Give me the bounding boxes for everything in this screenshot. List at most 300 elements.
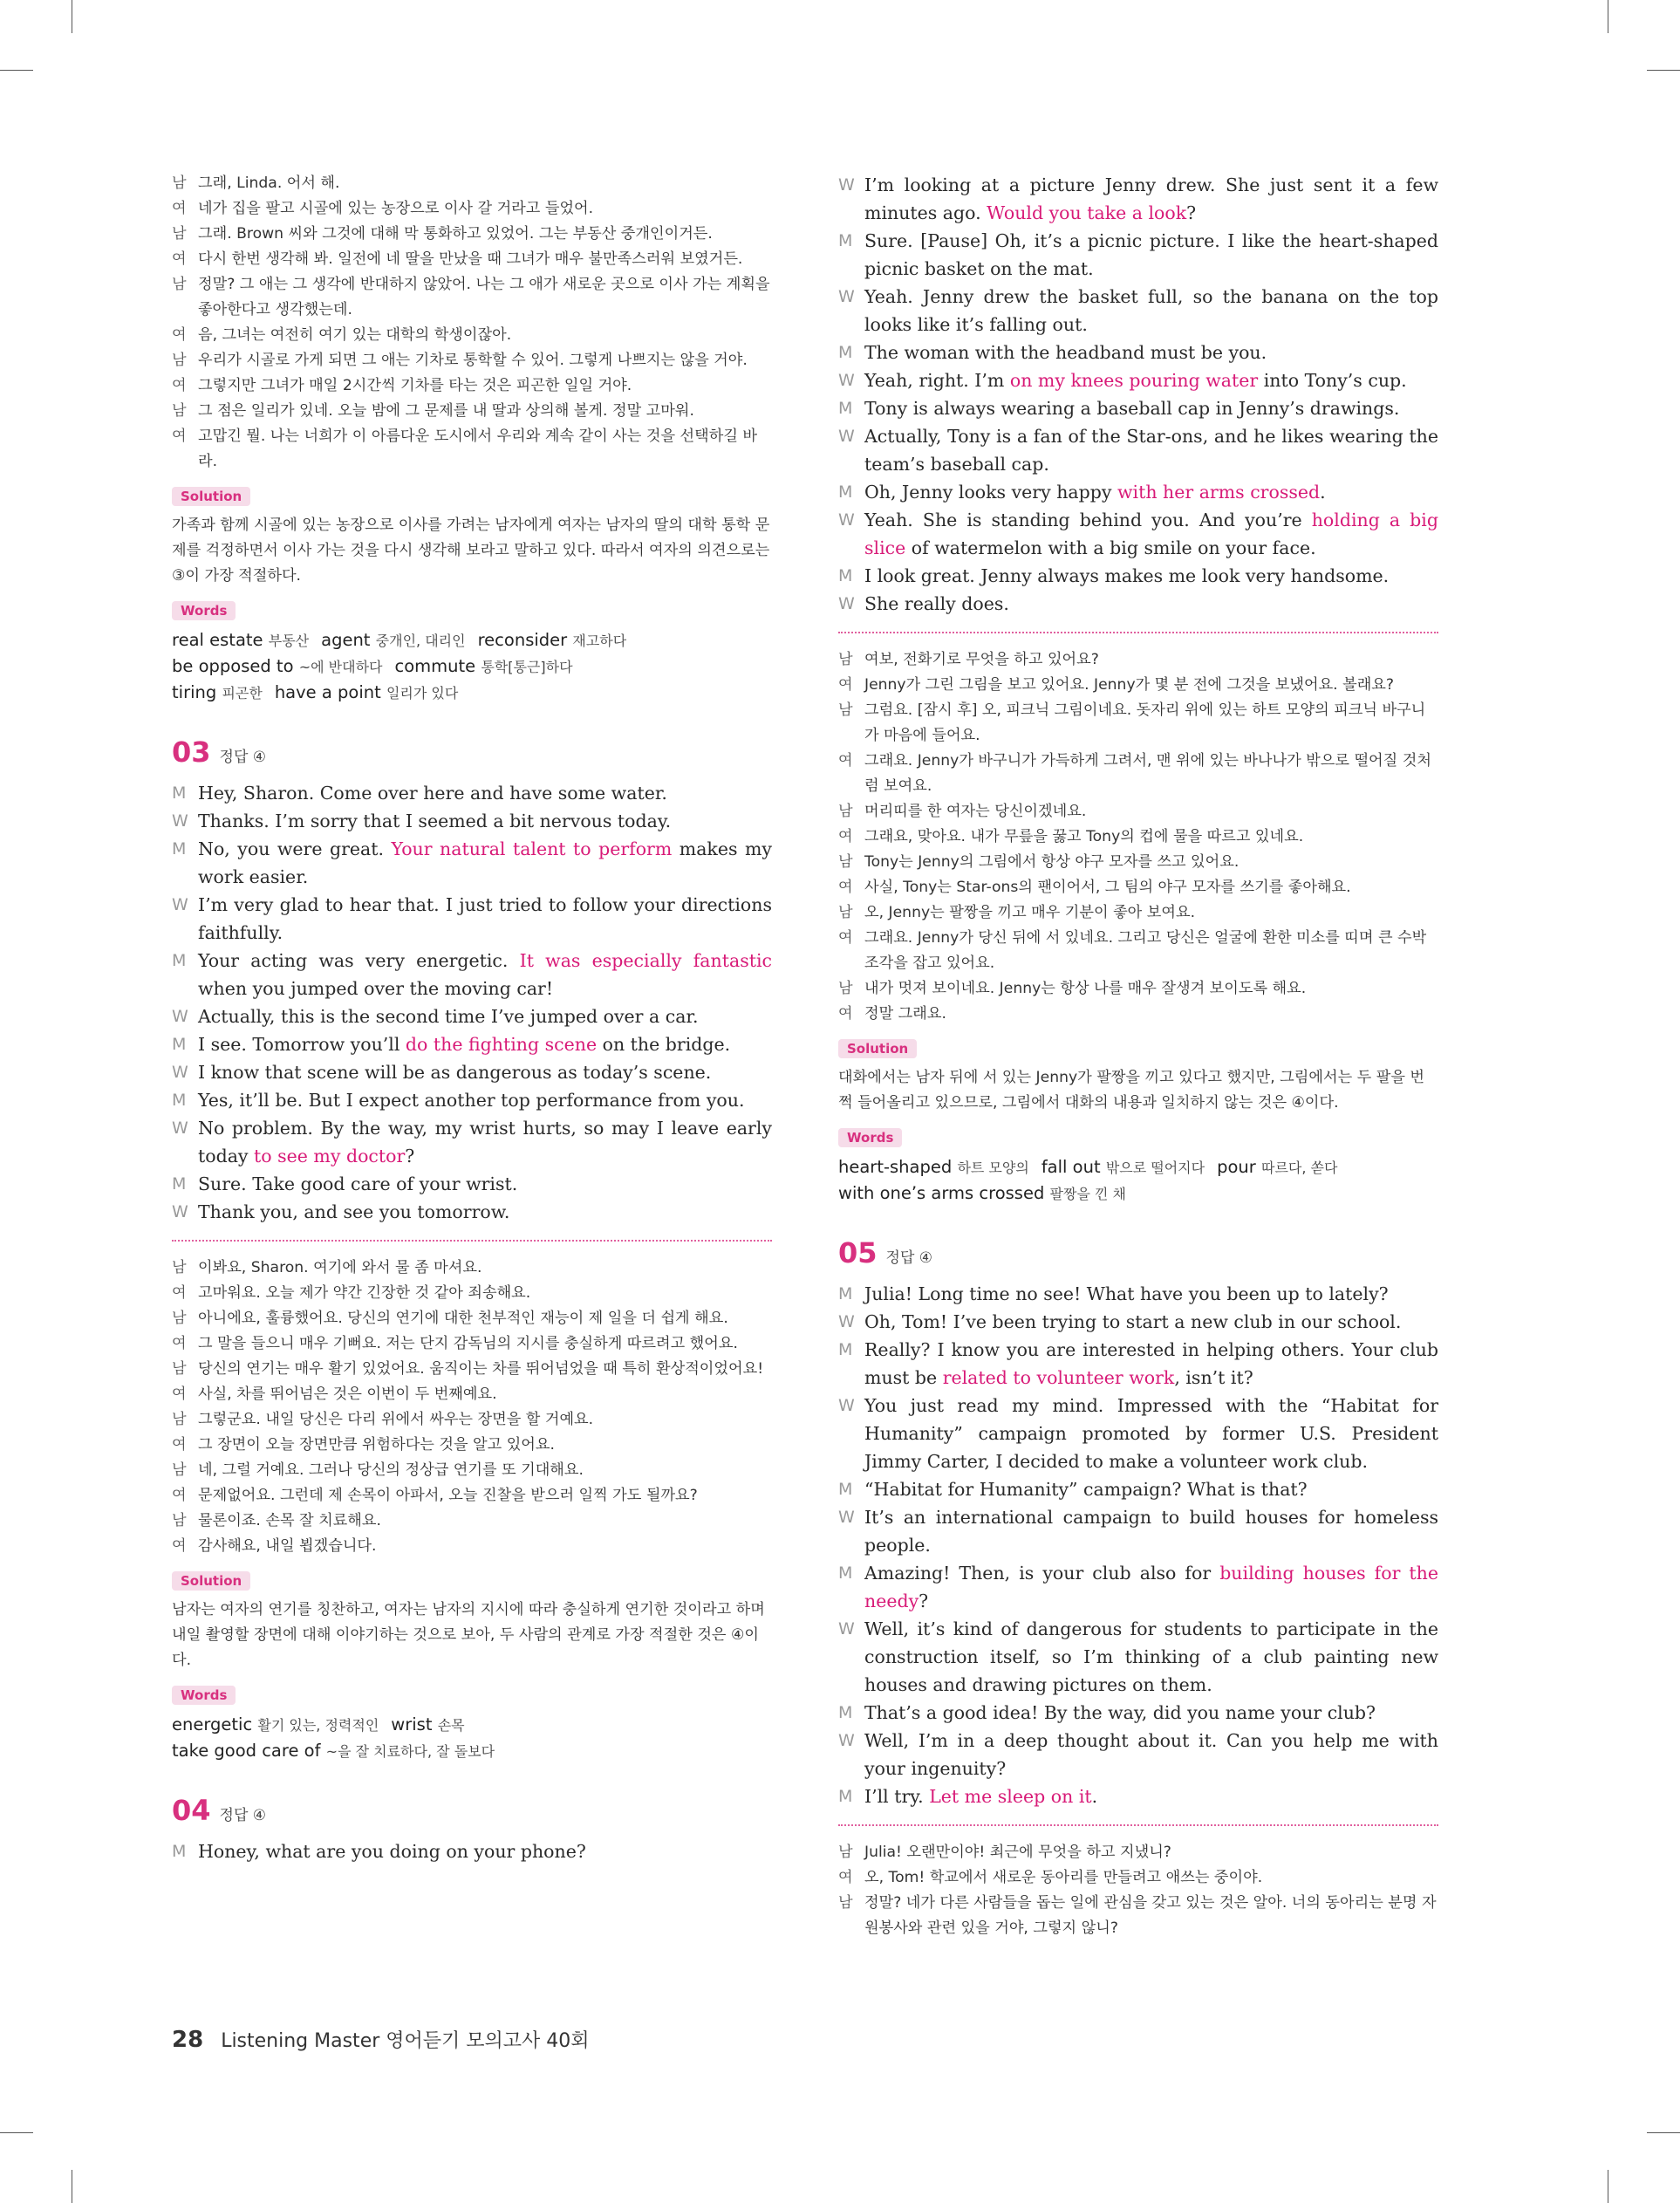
line-text: Yeah. She is standing behind you. And you’re — [864, 510, 1312, 530]
line-text: 그 장면이 오늘 장면만큼 위험하다는 것을 알고 있어요. — [198, 1436, 555, 1454]
line-text: , isn’t it? — [1174, 1367, 1253, 1388]
dialogue-line — [838, 1336, 1438, 1392]
korean-line — [172, 1306, 772, 1331]
dialogue-line — [838, 227, 1438, 283]
solution-label: Solution — [172, 1571, 250, 1591]
line-text: when you jumped over the moving car! — [198, 978, 554, 999]
word-term: real estate — [172, 630, 263, 650]
words-row — [172, 680, 772, 706]
solution-label: Solution — [838, 1039, 917, 1058]
line-text: makes my work easier. — [198, 838, 772, 887]
korean-line — [838, 875, 1438, 900]
speaker-label: 남 — [172, 1259, 187, 1276]
dialogue-line — [838, 394, 1438, 422]
speaker-label: M — [838, 566, 853, 585]
line-text: 고마워요. 오늘 제가 약간 긴장한 것 같아 죄송해요. — [198, 1284, 531, 1302]
word-gloss: 손목 — [437, 1717, 465, 1734]
solution-label: Solution — [172, 487, 250, 506]
korean-line — [838, 1865, 1438, 1891]
crop-mark — [0, 2132, 33, 2133]
korean-line — [838, 976, 1438, 1002]
dialogue-line — [838, 283, 1438, 339]
speaker-label: 남 — [838, 980, 853, 997]
line-text: The woman with the headband must be you. — [864, 342, 1267, 363]
word-gloss: 일리가 있다 — [386, 685, 459, 701]
words-row — [838, 1154, 1438, 1180]
question-number: 03 — [172, 735, 211, 769]
dialogue-line — [172, 1114, 772, 1170]
line-text: Yes, it’ll be. But I expect another top performance from you. — [198, 1090, 745, 1111]
korean-line — [172, 1331, 772, 1357]
line-text: 그래, Linda. 어서 해. — [198, 174, 340, 192]
speaker-label: M — [838, 231, 853, 250]
highlighted-phrase: Let me sleep on it — [929, 1786, 1092, 1807]
line-text: 여보, 전화기로 무엇을 하고 있어요? — [864, 651, 1099, 668]
speaker-label: 여 — [172, 377, 187, 394]
line-text: 그 점은 일리가 있네. 오늘 밤에 그 문제를 내 딸과 상의해 볼게. 정말 고마워. — [198, 402, 694, 420]
words-label: Words — [838, 1128, 902, 1147]
speaker-label: W — [172, 1119, 188, 1138]
line-text: 머리띠를 한 여자는 당신이겠네요. — [864, 803, 1087, 820]
line-text: Jenny가 그린 그림을 보고 있어요. Jenny가 몇 분 전에 그것을 보냈어요. 볼래요? — [864, 676, 1395, 694]
line-text: Your acting was very energetic. — [198, 950, 520, 971]
line-text: Actually, Tony is a fan of the Star-ons, and he likes wearing the team’s baseball cap. — [864, 426, 1438, 475]
line-text: I’m looking at a picture Jenny drew. She just sent it a few minutes ago. — [864, 174, 1438, 223]
line-text: . — [1320, 482, 1326, 503]
speaker-label: W — [172, 1007, 188, 1026]
korean-line — [172, 1255, 772, 1281]
line-text: 오, Tom! 학교에서 새로운 동아리를 만들려고 애쓰는 중이야. — [864, 1869, 1263, 1886]
q03-header — [172, 735, 772, 774]
speaker-label: 남 — [172, 1411, 187, 1428]
words-label: Words — [172, 601, 236, 620]
dialogue-line — [838, 1559, 1438, 1615]
speaker-label: 여 — [172, 1385, 187, 1403]
line-text: Oh, Tom! I’ve been trying to start a new club in our school. — [864, 1311, 1402, 1332]
line-text: 이봐요, Sharon. 여기에 와서 물 좀 마셔요. — [198, 1259, 482, 1276]
word-gloss: ~에 반대하다 — [298, 659, 383, 675]
speaker-label: M — [838, 1480, 853, 1499]
word-term: commute — [394, 656, 476, 676]
korean-line — [838, 698, 1438, 749]
speaker-label: M — [172, 951, 187, 970]
word-gloss: 활기 있는, 정력적인 — [257, 1717, 379, 1734]
line-text: Sure. [Pause] Oh, it’s a picnic picture. I like the heart-shaped picnic basket on the mat. — [864, 230, 1438, 279]
speaker-label: 남 — [838, 853, 853, 871]
korean-line — [172, 1382, 772, 1407]
line-text: 네가 집을 팔고 시골에 있는 농장으로 이사 갈 거라고 들었어. — [198, 200, 594, 217]
line-text: Actually, this is the second time I’ve jumped over a car. — [198, 1006, 699, 1027]
highlighted-phrase: do the fighting scene — [405, 1034, 598, 1055]
word-term: have a point — [274, 682, 381, 702]
speaker-label: 남 — [172, 276, 187, 293]
q04-header — [172, 1794, 772, 1832]
dialogue-line — [172, 1058, 772, 1086]
q03-english-transcript — [172, 779, 772, 1226]
korean-line — [838, 799, 1438, 824]
speaker-label: 여 — [172, 250, 187, 268]
line-text: 문제없어요. 그런데 제 손목이 아파서, 오늘 진찰을 받으러 일찍 가도 될까요? — [198, 1487, 698, 1504]
speaker-label: 여 — [838, 676, 853, 694]
speaker-label: 여 — [172, 1436, 187, 1454]
speaker-label: W — [172, 895, 188, 914]
line-text: I know that scene will be as dangerous as today’s scene. — [198, 1062, 712, 1083]
speaker-label: 여 — [838, 828, 853, 845]
korean-line — [838, 900, 1438, 926]
speaker-label: W — [838, 594, 855, 613]
korean-line — [172, 1534, 772, 1559]
korean-line — [172, 424, 772, 475]
line-text: That’s a good idea! By the way, did you name your club? — [864, 1702, 1376, 1723]
line-text: Really? I know you are interested in helping others. Your club must be — [864, 1339, 1438, 1388]
line-text: Amazing! Then, is your club also for — [864, 1563, 1220, 1584]
dialogue-line — [838, 422, 1438, 478]
highlighted-phrase: related to volunteer work — [942, 1367, 1175, 1388]
dotted-divider — [838, 632, 1438, 633]
dialogue-line — [838, 1699, 1438, 1727]
dialogue-line — [172, 947, 772, 1002]
dialogue-line — [172, 835, 772, 891]
dialogue-line — [838, 366, 1438, 394]
speaker-label: M — [172, 1842, 187, 1861]
line-text: . — [1091, 1786, 1098, 1807]
speaker-label: W — [838, 287, 855, 306]
speaker-label: M — [838, 1787, 853, 1806]
speaker-label: 여 — [838, 1005, 853, 1023]
line-text: 그래요. Jenny가 바구니가 가득하게 그려서, 맨 위에 있는 바나나가 밖으로 떨어질 것처럼 보여요. — [864, 752, 1431, 795]
korean-line — [172, 247, 772, 272]
line-text: on the bridge. — [597, 1034, 731, 1055]
line-text: ? — [919, 1591, 929, 1611]
speaker-label: M — [838, 1284, 853, 1303]
dialogue-line — [172, 1837, 772, 1865]
dialogue-line — [838, 478, 1438, 506]
page-number: 28 — [172, 2027, 204, 2053]
word-gloss: 밖으로 떨어지다 — [1105, 1160, 1205, 1176]
dialogue-line — [172, 1002, 772, 1030]
word-gloss: 하트 모양의 — [957, 1160, 1029, 1176]
word-gloss: 중개인, 대리인 — [375, 633, 466, 649]
dialogue-line — [172, 807, 772, 835]
word-term: energetic — [172, 1714, 253, 1734]
page-footer — [172, 2026, 590, 2053]
line-text: It’s an international campaign to build houses for homeless people. — [864, 1507, 1438, 1556]
line-text: 다시 한번 생각해 봐. 일전에 네 딸을 만났을 때 그녀가 매우 불만족스러워 보였거든. — [198, 250, 743, 268]
speaker-label: M — [172, 1035, 187, 1054]
line-text: Tony is always wearing a baseball cap in Jenny’s drawings. — [864, 398, 1400, 419]
line-text: ? — [405, 1146, 415, 1166]
speaker-label: 여 — [172, 1487, 187, 1504]
speaker-label: 남 — [838, 1844, 853, 1861]
q04-solution-text: 대화에서는 남자 뒤에 서 있는 Jenny가 팔짱을 끼고 있다고 했지만, 그림에서는 두 팔을 번쩍 들어올리고 있으므로, 그림에서 대화의 내용과 일치하지 않는 것은 ④이다. — [838, 1069, 1424, 1112]
korean-line — [172, 373, 772, 399]
korean-line — [838, 647, 1438, 673]
line-text: 그럼요. [잠시 후] 오, 피크닉 그림이네요. 돗자리 위에 있는 하트 모양의 피크닉 바구니가 마음에 들어요. — [864, 701, 1426, 744]
line-text: I’m very glad to hear that. I just tried to follow your directions faithfully. — [198, 894, 772, 943]
line-text: 고맙긴 뭘. 나는 너희가 이 아름다운 도시에서 우리와 계속 같이 사는 것을 선택하길 바라. — [198, 428, 757, 470]
speaker-label: M — [172, 783, 187, 803]
crop-mark — [0, 70, 33, 71]
speaker-label: 남 — [172, 352, 187, 369]
line-text: 사실, Tony는 Star-ons의 팬이어서, 그 팀의 야구 모자를 쓰기를 좋아해요. — [864, 879, 1351, 896]
line-text: 사실, 차를 뛰어넘은 것은 이번이 두 번째예요. — [198, 1385, 497, 1403]
answer-label: 정답 ④ — [219, 749, 267, 766]
speaker-label: 남 — [172, 1360, 187, 1378]
line-text: I see. Tomorrow you’ll — [198, 1034, 406, 1055]
line-text: 그 말을 들으니 매우 기뻐요. 저는 단지 감독님의 지시를 충실하게 따르려고 했어요. — [198, 1335, 738, 1352]
line-text: 정말 그래요. — [864, 1005, 946, 1023]
word-gloss: 피곤한 — [222, 685, 263, 701]
speaker-label: 여 — [838, 752, 853, 770]
line-text: 아니에요, 훌륭했어요. 당신의 연기에 대한 천부적인 재능이 제 일을 더 쉽게 해요. — [198, 1310, 728, 1327]
word-term: wrist — [391, 1714, 433, 1734]
speaker-label: W — [172, 1063, 188, 1082]
words-row — [172, 1712, 772, 1738]
line-text: Sure. Take good care of your wrist. — [198, 1173, 518, 1194]
word-term: reconsider — [477, 630, 568, 650]
speaker-label: M — [838, 1340, 853, 1359]
speaker-label: 남 — [838, 1894, 853, 1912]
speaker-label: W — [838, 371, 855, 390]
line-text: into Tony’s cup. — [1258, 370, 1407, 391]
korean-line — [172, 196, 772, 222]
speaker-label: 여 — [172, 1284, 187, 1302]
speaker-label: W — [838, 427, 855, 446]
korean-line — [172, 323, 772, 348]
q02-words-list — [172, 627, 772, 706]
word-gloss: 부동산 — [268, 633, 310, 649]
korean-line — [172, 1433, 772, 1458]
line-text: 내가 멋져 보이네요. Jenny는 항상 나를 매우 잘생겨 보이도록 해요. — [864, 980, 1307, 997]
line-text: 우리가 시골로 가게 되면 그 애는 기차로 통학할 수 있어. 그렇게 나쁘지는 않을 거야. — [198, 352, 748, 369]
speaker-label: 남 — [172, 402, 187, 420]
word-term: with one’s arms crossed — [838, 1183, 1045, 1203]
speaker-label: 남 — [838, 904, 853, 921]
line-text: 오, Jenny는 팔짱을 끼고 매우 기분이 좋아 보여요. — [864, 904, 1196, 921]
line-text: Tony는 Jenny의 그림에서 항상 야구 모자를 쓰고 있어요. — [864, 853, 1240, 871]
line-text: 정말? 그 애는 그 생각에 반대하지 않았어. 나는 그 애가 새로운 곳으로 이사 가는 계획을 좋아한다고 생각했는데. — [198, 276, 770, 318]
word-term: heart-shaped — [838, 1157, 953, 1177]
question-number: 04 — [172, 1794, 211, 1827]
words-row — [172, 1738, 772, 1764]
highlighted-phrase: with her arms crossed — [1117, 482, 1321, 503]
korean-line — [838, 850, 1438, 875]
word-term: pour — [1217, 1157, 1256, 1177]
q02-korean-transcript — [172, 171, 772, 475]
q03-words-list — [172, 1712, 772, 1764]
line-text: 네, 그럴 거예요. 그러나 당신의 정상급 연기를 또 기대해요. — [198, 1461, 584, 1479]
q03-solution-text: 남자는 여자의 연기를 칭찬하고, 여자는 남자의 지시에 따라 충실하게 연기한 것이라고 하며 내일 촬영할 장면에 대해 이야기하는 것으로 보아, 두 사람의 관계로 가장 적절한 것은 ④이다. — [172, 1601, 765, 1669]
speaker-label: M — [172, 1174, 187, 1194]
line-text: Thank you, and see you tomorrow. — [198, 1201, 510, 1222]
korean-line — [838, 749, 1438, 799]
highlighted-phrase: It was especially fantastic — [519, 950, 772, 971]
speaker-label: M — [838, 1703, 853, 1722]
words-row — [838, 1180, 1438, 1207]
line-text: 감사해요, 내일 뵙겠습니다. — [198, 1537, 377, 1555]
speaker-label: 여 — [172, 326, 187, 344]
dialogue-line — [838, 1615, 1438, 1699]
dialogue-line — [172, 779, 772, 807]
word-term: take good care of — [172, 1741, 321, 1761]
speaker-label: 여 — [172, 1537, 187, 1555]
korean-line — [172, 1357, 772, 1382]
question-number: 05 — [838, 1236, 878, 1269]
line-text: No, you were great. — [198, 838, 392, 859]
dialogue-line — [838, 1280, 1438, 1308]
line-text: Julia! 오랜만이야! 최근에 무엇을 하고 지냈니? — [864, 1844, 1171, 1861]
q03-korean-transcript — [172, 1255, 772, 1559]
speaker-label: W — [838, 1396, 855, 1415]
dialogue-line — [172, 1198, 772, 1226]
word-gloss: 통학[통근]하다 — [481, 659, 573, 675]
dialogue-line — [838, 590, 1438, 618]
dialogue-line — [838, 562, 1438, 590]
korean-line — [172, 1458, 772, 1483]
answer-label: 정답 ④ — [885, 1249, 933, 1267]
line-text: 그래요. Jenny가 당신 뒤에 서 있네요. 그리고 당신은 얼굴에 환한 미소를 띠며 큰 수박 조각을 잡고 있어요. — [864, 929, 1427, 972]
speaker-label: 여 — [838, 929, 853, 947]
word-gloss: ~을 잘 치료하다, 잘 돌보다 — [325, 1743, 495, 1760]
left-column — [172, 171, 772, 1865]
q02-solution-text: 가족과 함께 시골에 있는 농장으로 이사를 가려는 남자에게 여자는 남자의 딸의 대학 통학 문제를 걱정하면서 이사 가는 것을 다시 생각해 보라고 말하고 있다. 따라서 여자의 의견으로는 ③이 가장 적절하다. — [172, 517, 770, 585]
dotted-divider — [838, 1824, 1438, 1826]
q05-header — [838, 1236, 1438, 1275]
highlighted-phrase: Your natural talent to perform — [391, 838, 673, 859]
q04-words-list — [838, 1154, 1438, 1207]
highlighted-phrase: holding a big slice — [864, 510, 1438, 558]
korean-line — [172, 1483, 772, 1509]
word-term: fall out — [1041, 1157, 1101, 1177]
crop-mark — [1647, 2132, 1680, 2133]
korean-line — [172, 399, 772, 424]
speaker-label: 남 — [172, 174, 187, 192]
korean-line — [838, 1891, 1438, 1941]
q05-korean-transcript — [838, 1840, 1438, 1941]
words-row — [172, 653, 772, 680]
line-text: 음, 그녀는 여전히 여기 있는 대학의 학생이잖아. — [198, 326, 512, 344]
line-text: Thanks. I’m sorry that I seemed a bit nervous today. — [198, 811, 672, 831]
speaker-label: 남 — [838, 651, 853, 668]
q04-english-transcript — [838, 171, 1438, 618]
speaker-label: 여 — [838, 1869, 853, 1886]
dialogue-line — [838, 1308, 1438, 1336]
korean-line — [838, 673, 1438, 698]
speaker-label: 여 — [172, 1335, 187, 1352]
speaker-label: W — [838, 175, 855, 195]
line-text: Honey, what are you doing on your phone? — [198, 1841, 586, 1862]
line-text: No problem. By the way, my wrist hurts, so may I leave early today — [198, 1118, 772, 1166]
speaker-label: W — [838, 1508, 855, 1527]
speaker-label: M — [172, 1091, 187, 1110]
line-text: “Habitat for Humanity” campaign? What is that? — [864, 1479, 1308, 1500]
dialogue-line — [838, 1475, 1438, 1503]
line-text: of watermelon with a big smile on your face. — [905, 537, 1316, 558]
word-term: agent — [321, 630, 371, 650]
words-label: Words — [172, 1686, 236, 1705]
line-text: 그래요, 맞아요. 내가 무릎을 꿇고 Tony의 컵에 물을 따르고 있네요. — [864, 828, 1304, 845]
q04-korean-transcript — [838, 647, 1438, 1027]
speaker-label: W — [838, 1731, 855, 1750]
speaker-label: W — [838, 1312, 855, 1331]
dialogue-line — [838, 1727, 1438, 1782]
line-text: Yeah. Jenny drew the basket full, so the banana on the top looks like it’s falling out. — [864, 286, 1438, 335]
line-text: 당신의 연기는 매우 활기 있었어요. 움직이는 차를 뛰어넘었을 때 특히 환상적이었어요! — [198, 1360, 764, 1378]
answer-label: 정답 ④ — [219, 1807, 267, 1824]
speaker-label: M — [838, 399, 853, 418]
speaker-label: M — [838, 482, 853, 502]
line-text: Well, it’s kind of dangerous for students to participate in the construction itself, so I’m thinking of a club painting new houses and drawing pictures on them. — [864, 1618, 1438, 1695]
korean-line — [838, 926, 1438, 976]
word-gloss: 따르다, 쏟다 — [1260, 1160, 1338, 1176]
korean-line — [172, 1281, 772, 1306]
word-gloss: 팔짱을 낀 채 — [1049, 1186, 1126, 1202]
line-text: I’ll try. — [864, 1786, 930, 1807]
line-text: Yeah, right. I’m — [864, 370, 1010, 391]
korean-line — [838, 1002, 1438, 1027]
q05-english-transcript — [838, 1280, 1438, 1810]
line-text: ? — [1186, 202, 1197, 223]
line-text: Oh, Jenny looks very happy — [864, 482, 1117, 503]
korean-line — [172, 222, 772, 247]
dialogue-line — [172, 1030, 772, 1058]
korean-line — [172, 171, 772, 196]
line-text: Hey, Sharon. Come over here and have some water. — [198, 783, 667, 804]
line-text: I look great. Jenny always makes me look very handsome. — [864, 565, 1390, 586]
korean-line — [838, 1840, 1438, 1865]
dialogue-line — [838, 339, 1438, 366]
line-text: 물론이죠. 손목 잘 치료해요. — [198, 1512, 381, 1529]
speaker-label: 남 — [172, 1512, 187, 1529]
right-column — [838, 171, 1438, 1941]
korean-line — [172, 1407, 772, 1433]
speaker-label: 남 — [172, 1310, 187, 1327]
speaker-label: 남 — [172, 1461, 187, 1479]
speaker-label: 남 — [838, 803, 853, 820]
speaker-label: W — [838, 1619, 855, 1639]
line-text: 그렇지만 그녀가 매일 2시간씩 기차를 타는 것은 피곤한 일일 거야. — [198, 377, 632, 394]
dialogue-line — [172, 1170, 772, 1198]
speaker-label: 남 — [172, 225, 187, 243]
korean-line — [172, 348, 772, 373]
speaker-label: M — [172, 839, 187, 859]
speaker-label: 여 — [172, 200, 187, 217]
line-text: Julia! Long time no see! What have you been up to lately? — [864, 1283, 1389, 1304]
word-term: be opposed to — [172, 656, 294, 676]
speaker-label: 남 — [838, 701, 853, 719]
speaker-label: 여 — [172, 428, 187, 445]
q04-english-transcript-start — [172, 1837, 772, 1865]
highlighted-phrase: to see my doctor — [254, 1146, 406, 1166]
line-text: 그렇군요. 내일 당신은 다리 위에서 싸우는 장면을 할 거예요. — [198, 1411, 594, 1428]
line-text: Well, I’m in a deep thought about it. Can you help me with your ingenuity? — [864, 1730, 1438, 1779]
korean-line — [172, 1509, 772, 1534]
speaker-label: M — [838, 343, 853, 362]
book-title: Listening Master 영어듣기 모의고사 40회 — [221, 2030, 590, 2052]
speaker-label: W — [172, 811, 188, 831]
word-gloss: 재고하다 — [572, 633, 627, 649]
dialogue-line — [838, 171, 1438, 227]
highlighted-phrase: Would you take a look — [987, 202, 1187, 223]
crop-mark — [1647, 70, 1680, 71]
dialogue-line — [838, 1503, 1438, 1559]
korean-line — [838, 824, 1438, 850]
dotted-divider — [172, 1240, 772, 1242]
highlighted-phrase: on my knees pouring water — [1009, 370, 1259, 391]
words-row — [172, 627, 772, 653]
speaker-label: M — [838, 1563, 853, 1583]
highlighted-phrase: building houses for the needy — [864, 1563, 1438, 1611]
